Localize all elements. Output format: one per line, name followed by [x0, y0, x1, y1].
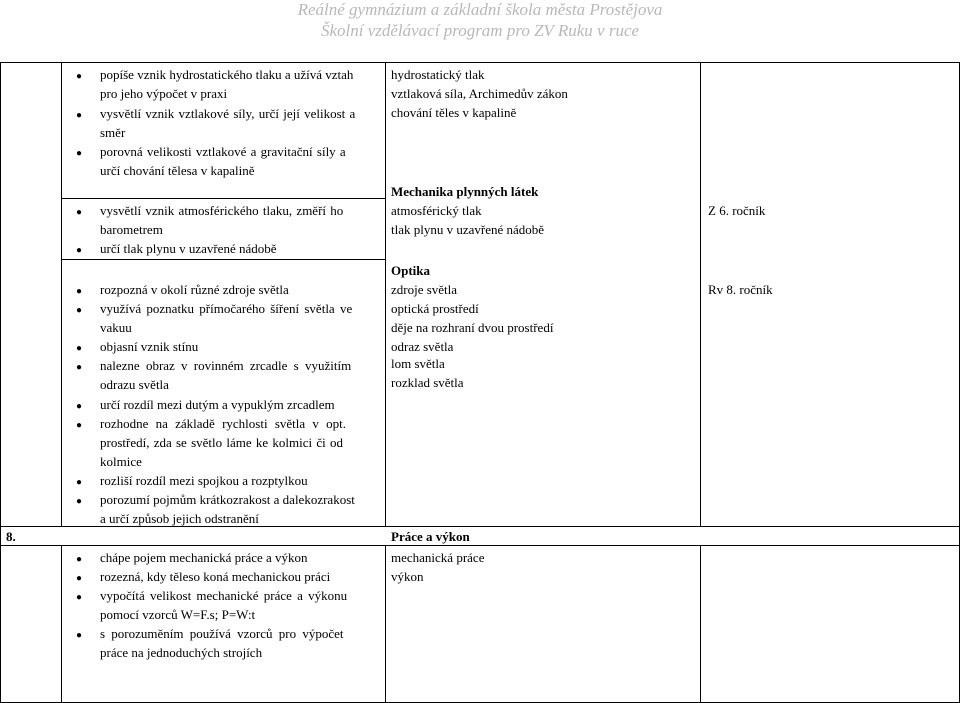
- topic-item: atmosférický tlak: [391, 203, 482, 218]
- section-heading: Mechanika plynných látek: [391, 184, 539, 199]
- outcome-line: rozliší rozdíl mezi spojkou a rozptylkou: [100, 473, 308, 488]
- outcome-line: kolmice: [100, 454, 142, 469]
- bullet-icon: ●: [76, 362, 83, 373]
- column-divider-3b: [700, 545, 701, 703]
- topic-item: vztlaková síla, Archimedův zákon: [391, 86, 568, 101]
- bullet-icon: ●: [76, 148, 83, 159]
- outcome-line: určí tlak plynu v uzavřené nádobě: [100, 241, 277, 256]
- bullet-icon: ●: [76, 245, 83, 256]
- column-divider-2: [385, 62, 386, 526]
- outcome-line: porozumí pojmům krátkozrakost a dalekozrakost: [100, 492, 355, 507]
- bullet-icon: ●: [76, 305, 83, 316]
- outcome-line: směr: [100, 125, 126, 140]
- topic-item: chování těles v kapalině: [391, 105, 517, 120]
- outcome-line: barometrem: [100, 222, 163, 237]
- topic-item: mechanická práce: [391, 550, 485, 565]
- bullet-icon: ●: [76, 554, 83, 565]
- topic-item: hydrostatický tlak: [391, 67, 485, 82]
- school-name: Reálné gymnázium a základní škola města Prostějova: [297, 0, 663, 19]
- outcome-line: určí chování tělesa v kapalině: [100, 163, 255, 178]
- outcome-line: vysvětlí vznik vztlakové síly, určí její velikost a: [100, 106, 356, 121]
- outcome-line: vysvětlí vznik atmosférického tlaku, změří ho: [100, 203, 344, 218]
- outcome-line: rozezná, kdy těleso koná mechanickou práci: [100, 569, 331, 584]
- topic-item: výkon: [391, 569, 424, 584]
- bullet-icon: ●: [76, 630, 83, 641]
- section-heading: Práce a výkon: [391, 529, 470, 544]
- table-border-left: [0, 62, 1, 703]
- outcome-line: rozpozná v okolí různé zdroje světla: [100, 282, 289, 297]
- outcome-line: pomocí vzorců W=F.s; P=W:t: [100, 607, 256, 622]
- outcome-line: využívá poznatku přímočarého šíření světla ve: [100, 301, 353, 316]
- row-divider-1: [61, 198, 386, 199]
- topic-item: rozklad světla: [391, 375, 464, 390]
- column-divider-2b: [385, 545, 386, 703]
- outcome-line: pro jeho výpočet v praxi: [100, 86, 228, 101]
- topic-item: zdroje světla: [391, 282, 458, 297]
- outcome-line: chápe pojem mechanická práce a výkon: [100, 550, 308, 565]
- table-border-top: [0, 62, 960, 63]
- bullet-icon: ●: [76, 420, 83, 431]
- outcome-line: popíše vznik hydrostatického tlaku a užívá vztah: [100, 67, 354, 82]
- bullet-icon: ●: [76, 573, 83, 584]
- bullet-icon: ●: [76, 477, 83, 488]
- outcome-line: prostředí, zda se světlo láme ke kolmici či od: [100, 435, 344, 450]
- row-divider-4: [0, 545, 960, 546]
- bullet-icon: ●: [76, 496, 83, 507]
- cross-reference: Z 6. ročník: [708, 203, 766, 218]
- bullet-icon: ●: [76, 71, 83, 82]
- bullet-icon: ●: [76, 207, 83, 218]
- grade-label: 8.: [6, 529, 16, 544]
- row-divider-2: [61, 259, 386, 260]
- topic-item: tlak plynu v uzavřené nádobě: [391, 222, 545, 237]
- column-divider-1: [61, 62, 62, 526]
- outcome-line: nalezne obraz v rovinném zrcadle s využitím: [100, 358, 352, 373]
- outcome-line: práce na jednoduchých strojích: [100, 645, 263, 660]
- bullet-icon: ●: [76, 401, 83, 412]
- outcome-line: porovná velikosti vztlakové a gravitační síly a: [100, 144, 346, 159]
- outcome-line: s porozuměním používá vzorců pro výpočet: [100, 626, 344, 641]
- cross-reference: Rv 8. ročník: [708, 282, 773, 297]
- topic-item: optická prostředí: [391, 301, 479, 316]
- outcome-line: určí rozdíl mezi dutým a vypuklým zrcadlem: [100, 397, 335, 412]
- program-name: Školní vzdělávací program pro ZV Ruku v ruce: [320, 21, 640, 40]
- topic-item: lom světla: [391, 356, 445, 371]
- outcome-line: vakuu: [100, 320, 132, 335]
- outcome-line: objasní vznik stínu: [100, 339, 199, 354]
- bullet-icon: ●: [76, 286, 83, 297]
- bullet-icon: ●: [76, 110, 83, 121]
- outcome-line: vypočítá velikost mechanické práce a výkonu: [100, 588, 348, 603]
- bullet-icon: ●: [76, 592, 83, 603]
- topic-item: děje na rozhraní dvou prostředí: [391, 320, 554, 335]
- outcome-line: a určí způsob jejich odstranění: [100, 511, 259, 526]
- topic-item: odraz světla: [391, 339, 454, 354]
- column-divider-1b: [61, 545, 62, 703]
- bullet-icon: ●: [76, 343, 83, 354]
- column-divider-3: [700, 62, 701, 526]
- section-heading: Optika: [391, 263, 431, 278]
- outcome-line: rozhodne na základě rychlosti světla v opt.: [100, 416, 347, 431]
- outcome-line: odrazu světla: [100, 377, 169, 392]
